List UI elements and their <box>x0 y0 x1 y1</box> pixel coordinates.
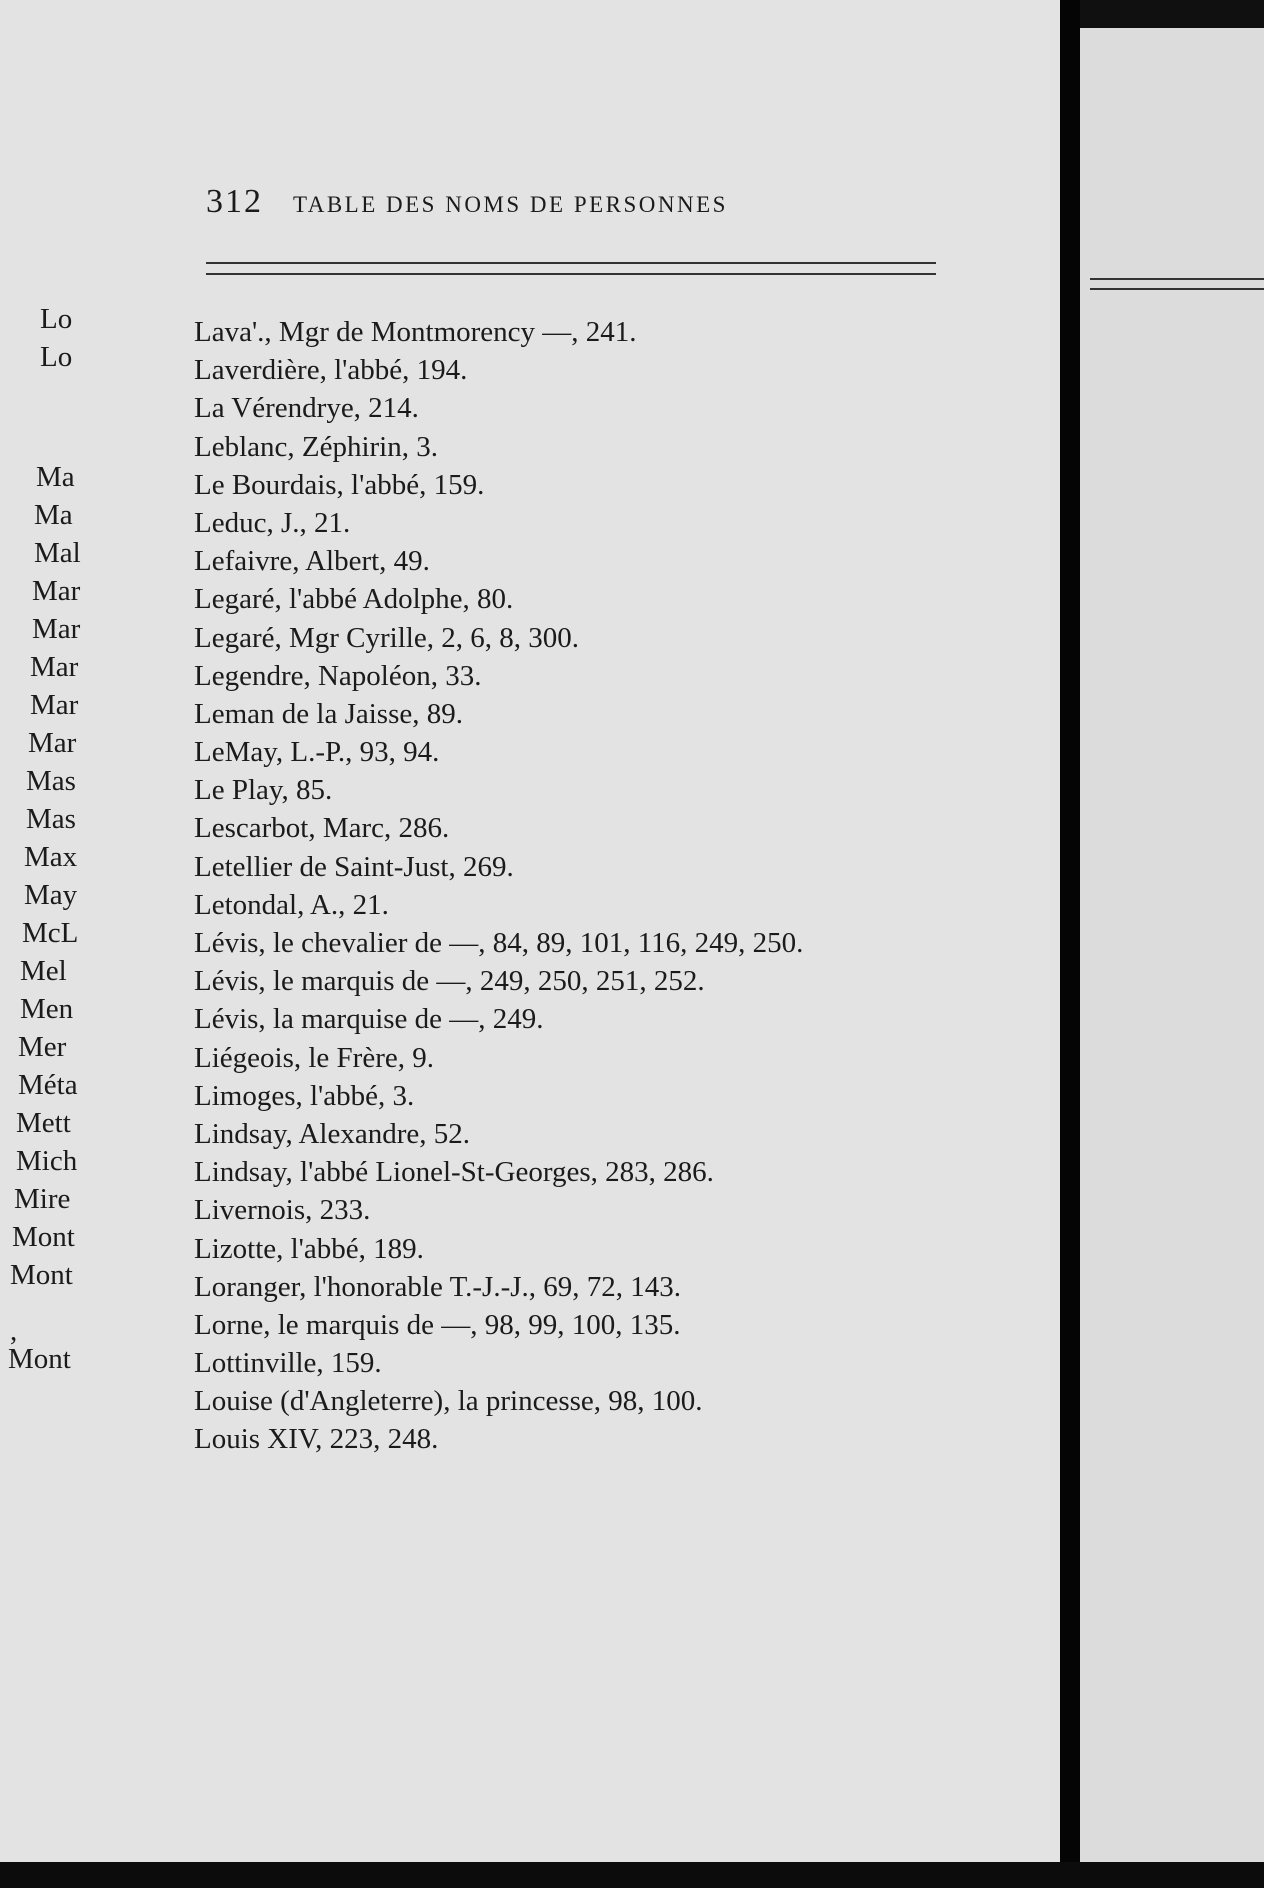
index-entry: Letellier de Saint-Just, 269. <box>194 850 514 883</box>
index-entry: Leman de la Jaisse, 89. <box>194 697 463 730</box>
fragment-entry: Mer <box>18 1031 67 1063</box>
fragment-entry: Mar <box>28 727 77 759</box>
page-number: 312 <box>206 183 263 220</box>
scan-border <box>0 1862 1264 1888</box>
page-header <box>206 183 728 221</box>
index-entry: Lefaivre, Albert, 49. <box>194 545 430 578</box>
right-header-rule <box>1090 278 1264 290</box>
fragment-entry: Mett <box>16 1107 71 1139</box>
index-entry: Leduc, J., 21. <box>194 506 351 539</box>
fragment-entry: Méta <box>18 1069 78 1101</box>
index-list <box>194 313 954 1459</box>
running-title: TABLE DES NOMS DE PERSONNES <box>293 192 728 217</box>
index-entry: Laverdière, l'abbé, 194. <box>194 354 468 387</box>
index-entry: Liégeois, le Frère, 9. <box>194 1041 434 1074</box>
fragment-entry: Mich <box>16 1145 78 1177</box>
fragment-entry: Mont <box>12 1221 75 1253</box>
fragment-entry: Mas <box>26 765 76 797</box>
index-entry: Legendre, Napoléon, 33. <box>194 659 482 692</box>
index-entry: La Vérendrye, 214. <box>194 392 419 425</box>
index-entry: Lindsay, Alexandre, 52. <box>194 1117 470 1150</box>
index-entry: Lévis, le marquis de —, 249, 250, 251, 252. <box>194 965 705 998</box>
header-double-rule <box>206 262 936 275</box>
fragment-entry: , <box>10 1315 18 1347</box>
index-entry: Legaré, Mgr Cyrille, 2, 6, 8, 300. <box>194 621 579 654</box>
index-entry: Livernois, 233. <box>194 1194 371 1227</box>
index-entry: Le Play, 85. <box>194 774 333 807</box>
index-entry: Legaré, l'abbé Adolphe, 80. <box>194 583 514 616</box>
index-entry: Letondal, A., 21. <box>194 888 389 921</box>
fragment-entry: Mar <box>30 651 79 683</box>
fragment-entry: Mas <box>26 803 76 835</box>
index-entry: Louis XIV, 223, 248. <box>194 1423 439 1456</box>
index-entry: Lindsay, l'abbé Lionel-St-Georges, 283, 286. <box>194 1156 714 1189</box>
fragment-entry: McL <box>22 917 79 949</box>
index-entry: Loranger, l'honorable T.-J.-J., 69, 72, 143. <box>194 1270 682 1303</box>
index-entry: Lévis, la marquise de —, 249. <box>194 1003 544 1036</box>
fragment-entry: Mar <box>32 613 81 645</box>
fragment-entry: Mel <box>20 955 67 987</box>
fragment-entry: Mont <box>8 1343 71 1375</box>
index-entry: Lescarbot, Marc, 286. <box>194 812 450 845</box>
fragment-entry: Mal <box>34 537 81 569</box>
fragment-entry: Ma <box>34 499 73 531</box>
fragment-entry: Mar <box>30 689 79 721</box>
fragment-entry: May <box>24 879 78 911</box>
fragment-entry: Men <box>20 993 74 1025</box>
index-entry: Lorne, le marquis de —, 98, 99, 100, 135. <box>194 1308 681 1341</box>
book-gutter <box>1060 0 1080 1862</box>
index-entry: Leblanc, Zéphirin, 3. <box>194 430 438 463</box>
index-entry: Lévis, le chevalier de —, 84, 89, 101, 116, 249, 250. <box>194 927 804 959</box>
fragment-entry: Ma <box>36 461 75 493</box>
fragment-entry: Mar <box>32 575 81 607</box>
fragment-entry: Lo <box>40 341 73 373</box>
index-entry: Lizotte, l'abbé, 189. <box>194 1232 424 1265</box>
fragment-entry: Mire <box>14 1183 71 1215</box>
index-entry: Louise (d'Angleterre), la princesse, 98, 100. <box>194 1385 703 1418</box>
index-entry: Lottinville, 159. <box>194 1347 382 1380</box>
fragment-entry: Max <box>24 841 78 873</box>
fragment-entry: Lo <box>40 303 73 335</box>
fragment-entry: Mont <box>10 1259 73 1291</box>
index-entry: Le Bourdais, l'abbé, 159. <box>194 468 485 501</box>
index-entry: LeMay, L.-P., 93, 94. <box>194 736 440 769</box>
index-entry: Limoges, l'abbé, 3. <box>194 1079 415 1112</box>
index-entry: Lava'., Mgr de Montmorency —, 241. <box>194 316 637 348</box>
